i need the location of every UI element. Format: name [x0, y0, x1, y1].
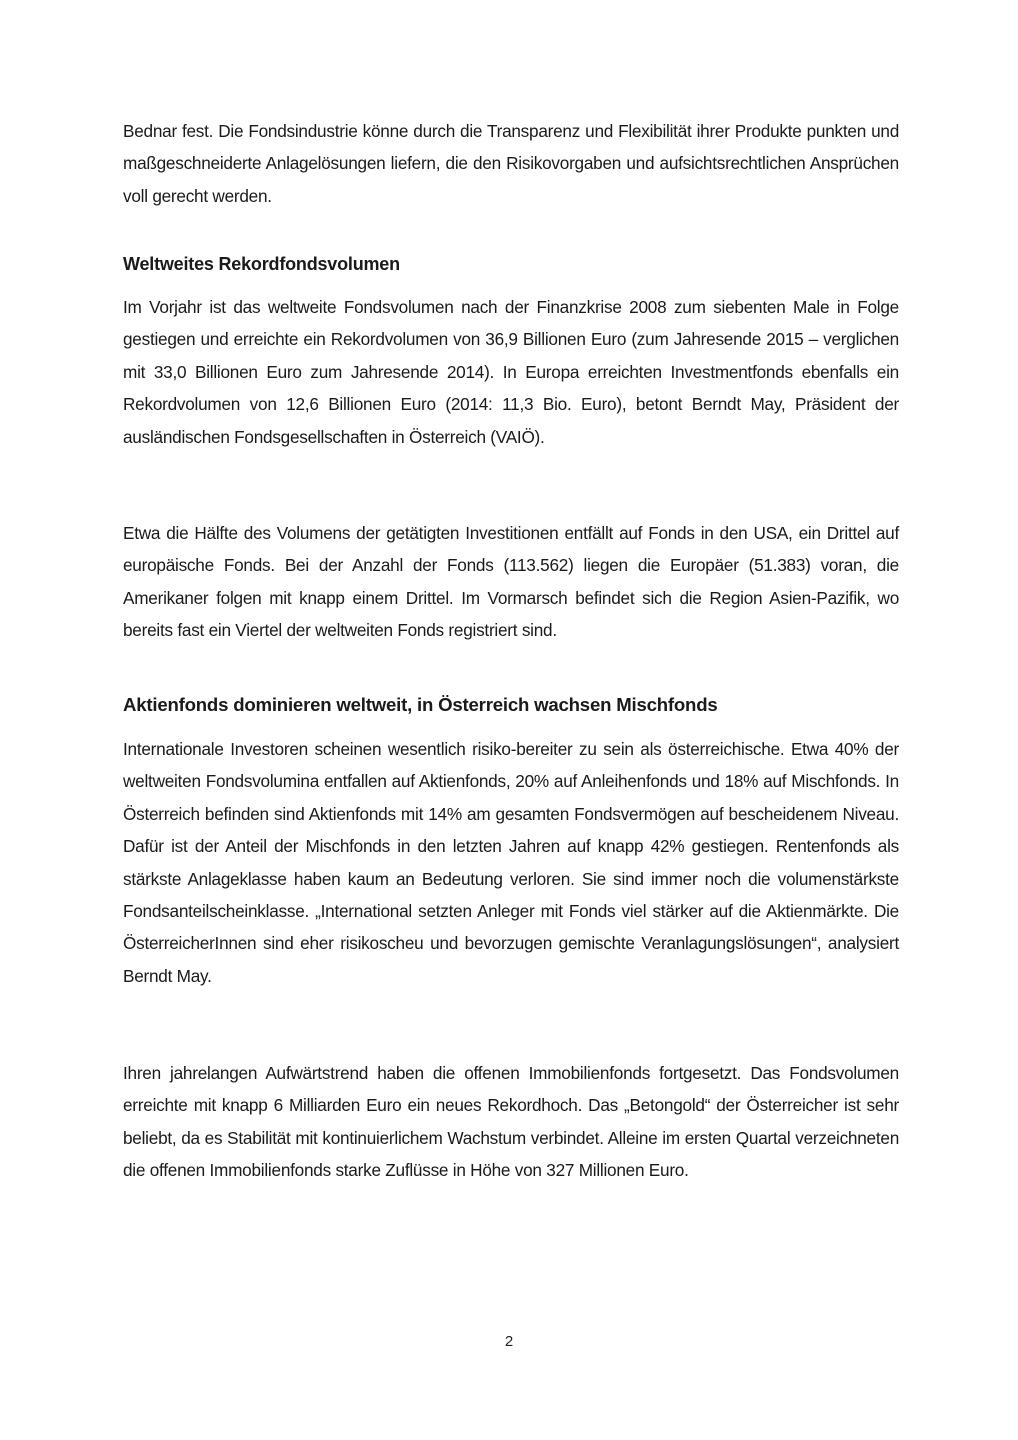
- section-2-paragraph-2: Ihren jahrelangen Aufwärtstrend haben die offenen Immobilienfonds fortgesetzt. Das Fondsvolumen erreichte mit knapp 6 Milliarden Euro ein neues Rekordhoch. Das „Betongold“ der Österreicher ist sehr beliebt, da es Stabilität mit kontinuierlichem Wachstum verbindet. Alleine im ersten Quartal verzeichneten die offenen Immobilienfonds starke Zuflüsse in Höhe von 327 Millionen Euro.: [123, 1063, 899, 1181]
- section-2-paragraph-1: Internationale Investoren scheinen wesentlich risiko-bereiter zu sein als österreichische. Etwa 40% der weltweiten Fondsvolumina entfallen auf Aktienfonds, 20% auf Anleihenfonds und 18% auf Mischfonds. In Österreich befinden sind Aktienfonds mit 14% am gesamten Fondsvermögen auf bescheidenem Niveau. Dafür ist der Anteil der Mischfonds in den letzten Jahren auf knapp 42% gestiegen. Rentenfonds als stärkste Anlageklasse haben kaum an Bedeutung verloren. Sie sind immer noch die volumenstärkste Fondsanteilscheinklasse. „International setzten Anleger mit Fonds viel stärker auf die Aktienmärkte. Die ÖsterreicherInnen sind eher risikoscheu und bevorzugen gemischte Veranlagungslösungen“, analysiert Berndt May.: [123, 739, 899, 986]
- intro-paragraph: Bednar fest. Die Fondsindustrie könne durch die Transparenz und Flexibilität ihrer Produkte punkten und maßgeschneiderte Anlagelösungen liefern, die den Risikovorgaben und aufsichtsrechtlichen Ansprüchen voll gerecht werden.: [123, 121, 899, 206]
- section-1-paragraph-2: Etwa die Hälfte des Volumens der getätigten Investitionen entfällt auf Fonds in den USA, ein Drittel auf europäische Fonds. Bei der Anzahl der Fonds (113.562) liegen die Europäer (51.383) voran, die Amerikaner folgen mit knapp einem Drittel. Im Vormarsch befindet sich die Region Asien-Pazifik, wo bereits fast ein Viertel der weltweiten Fonds registriert sind.: [123, 523, 899, 641]
- section-1-paragraph-1: Im Vorjahr ist das weltweite Fondsvolumen nach der Finanzkrise 2008 zum siebenten Male in Folge gestiegen und erreichte ein Rekordvolumen von 36,9 Billionen Euro (zum Jahresende 2015 – verglichen mit 33,0 Billionen Euro zum Jahresende 2014). In Europa erreichten Investmentfonds ebenfalls ein Rekordvolumen von 12,6 Billionen Euro (2014: 11,3 Bio. Euro), betont Berndt May, Präsident der ausländischen Fondsgesellschaften in Österreich (VAIÖ).: [123, 297, 899, 447]
- section-heading-aktienfonds: Aktienfonds dominieren weltweit, in Österreich wachsen Mischfonds: [123, 694, 718, 715]
- section-heading-rekordfondsvolumen: Weltweites Rekordfondsvolumen: [123, 254, 400, 274]
- page-number: 2: [504, 1333, 514, 1350]
